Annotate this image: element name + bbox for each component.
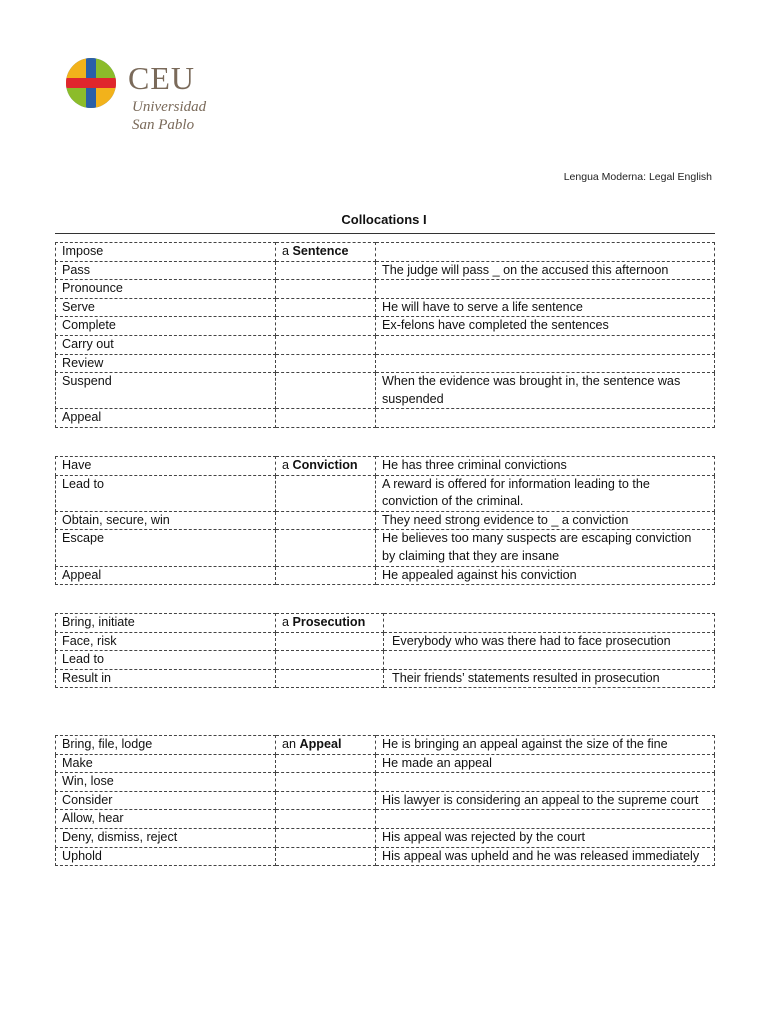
empty-cell [276, 373, 376, 409]
table-row [56, 773, 715, 792]
example-cell: He will have to serve a life sentence [376, 298, 715, 317]
verb-cell: Bring, initiate [56, 614, 276, 633]
table-row [56, 651, 715, 670]
course-name: Lengua Moderna: Legal English [563, 171, 712, 183]
noun-label: Sentence [292, 244, 349, 258]
table-row [56, 791, 715, 810]
verb-cell: Win, lose [56, 773, 276, 792]
verb-cell: Make [56, 754, 276, 773]
empty-cell [276, 773, 376, 792]
table-row [56, 847, 715, 866]
collocation-table-sentence [55, 242, 715, 428]
table-row [56, 614, 715, 633]
verb-cell: Appeal [56, 409, 276, 428]
verb-cell: Suspend [56, 373, 276, 409]
verb-cell: Bring, file, lodge [56, 736, 276, 755]
empty-cell [276, 810, 376, 829]
table-row [56, 298, 715, 317]
verb-cell: Pass [56, 261, 276, 280]
noun-header-cell [276, 457, 376, 476]
verb-cell: Uphold [56, 847, 276, 866]
table-row [56, 754, 715, 773]
verb-cell: Escape [56, 530, 276, 566]
logo-subtitle-line1: Universidad [132, 99, 207, 115]
empty-cell [276, 298, 376, 317]
empty-cell [276, 354, 376, 373]
ceu-emblem-icon [66, 58, 116, 108]
empty-cell [276, 475, 376, 511]
empty-cell [276, 828, 376, 847]
verb-cell: Have [56, 457, 276, 476]
example-cell: Ex-felons have completed the sentences [376, 317, 715, 336]
collocation-table-prosecution [55, 613, 715, 688]
noun-label: Conviction [292, 458, 358, 472]
table-row [56, 828, 715, 847]
table-row [56, 475, 715, 511]
example-cell [376, 409, 715, 428]
example-cell [376, 810, 715, 829]
example-cell: His appeal was rejected by the court [376, 828, 715, 847]
verb-cell: Lead to [56, 651, 276, 670]
verb-cell: Pronounce [56, 280, 276, 299]
empty-cell [276, 317, 376, 336]
verb-cell: Lead to [56, 475, 276, 511]
verb-cell: Serve [56, 298, 276, 317]
empty-cell [276, 261, 376, 280]
table-row [56, 243, 715, 262]
table-row [56, 354, 715, 373]
verb-cell: Allow, hear [56, 810, 276, 829]
verb-cell: Review [56, 354, 276, 373]
collocation-table-conviction [55, 456, 715, 585]
example-cell [384, 651, 715, 670]
example-cell [376, 280, 715, 299]
table-row [56, 261, 715, 280]
verb-cell: Result in [56, 669, 276, 688]
verb-cell: Face, risk [56, 632, 276, 651]
example-cell [376, 335, 715, 354]
logo-subtitle-line2: San Pablo [132, 117, 195, 133]
article-label: a [282, 615, 290, 629]
example-cell: Their friends’ statements resulted in prosecution [384, 669, 715, 688]
noun-header-cell [276, 243, 376, 262]
example-cell [376, 243, 715, 262]
example-cell: He believes too many suspects are escaping conviction by claiming that they are insane [376, 530, 715, 566]
table-row [56, 280, 715, 299]
logo-name: CEU [128, 60, 195, 96]
article-label: a [282, 458, 290, 472]
table-row [56, 530, 715, 566]
noun-header-cell [276, 736, 376, 755]
verb-cell: Impose [56, 243, 276, 262]
example-cell: When the evidence was brought in, the sentence was suspended [376, 373, 715, 409]
table-row [56, 373, 715, 409]
noun-header-cell [276, 614, 384, 633]
verb-cell: Deny, dismiss, reject [56, 828, 276, 847]
collocation-table-appeal [55, 735, 715, 866]
empty-cell [276, 651, 384, 670]
example-cell: He made an appeal [376, 754, 715, 773]
article-label: a [282, 244, 290, 258]
example-cell [376, 354, 715, 373]
empty-cell [276, 280, 376, 299]
university-logo [66, 56, 226, 136]
empty-cell [276, 669, 384, 688]
noun-label: Prosecution [292, 615, 366, 629]
example-cell: Everybody who was there had to face prosecution [384, 632, 715, 651]
empty-cell [276, 566, 376, 585]
empty-cell [276, 754, 376, 773]
example-cell: His lawyer is considering an appeal to the supreme court [376, 791, 715, 810]
example-cell: A reward is offered for information leading to the conviction of the criminal. [376, 475, 715, 511]
verb-cell: Appeal [56, 566, 276, 585]
example-cell: He has three criminal convictions [376, 457, 715, 476]
table-row [56, 335, 715, 354]
example-cell [384, 614, 715, 633]
empty-cell [276, 632, 384, 651]
example-cell: They need strong evidence to _ a conviction [376, 511, 715, 530]
article-label: an [282, 737, 297, 751]
example-cell: He appealed against his conviction [376, 566, 715, 585]
empty-cell [276, 409, 376, 428]
page-title: Collocations I [341, 212, 427, 227]
table-row [56, 317, 715, 336]
table-row [56, 632, 715, 651]
empty-cell [276, 511, 376, 530]
table-row [56, 457, 715, 476]
table-row [56, 566, 715, 585]
example-cell: His appeal was upheld and he was released immediately [376, 847, 715, 866]
empty-cell [276, 335, 376, 354]
example-cell: He is bringing an appeal against the size of the fine [376, 736, 715, 755]
table-row [56, 669, 715, 688]
example-cell [376, 773, 715, 792]
empty-cell [276, 847, 376, 866]
verb-cell: Carry out [56, 335, 276, 354]
noun-label: Appeal [299, 737, 342, 751]
verb-cell: Consider [56, 791, 276, 810]
empty-cell [276, 791, 376, 810]
verb-cell: Obtain, secure, win [56, 511, 276, 530]
table-row [56, 409, 715, 428]
table-row [56, 736, 715, 755]
verb-cell: Complete [56, 317, 276, 336]
table-row [56, 810, 715, 829]
title-divider [55, 233, 715, 234]
table-row [56, 511, 715, 530]
empty-cell [276, 530, 376, 566]
example-cell: The judge will pass _ on the accused this afternoon [376, 261, 715, 280]
